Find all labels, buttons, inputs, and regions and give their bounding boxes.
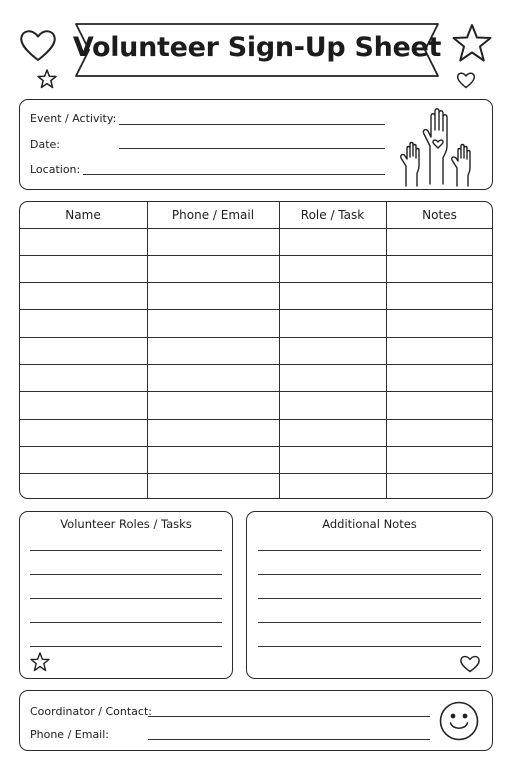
location-field[interactable] [83,174,385,175]
event-info-panel [19,99,493,190]
date-label: Date: [30,138,60,151]
role-task-cell[interactable] [279,283,386,310]
notes-line[interactable] [258,646,481,647]
phone-email-cell[interactable] [147,392,279,419]
role-task-cell[interactable] [279,474,386,499]
roles-line[interactable] [30,622,222,623]
roles-tasks-title: Volunteer Roles / Tasks [60,517,192,531]
phone-email-cell[interactable] [147,474,279,499]
phone-email-label: Phone / Email: [30,728,109,741]
name-cell[interactable] [19,337,147,364]
name-cell[interactable] [19,228,147,255]
phone-email-cell[interactable] [147,310,279,337]
coordinator-contact-label: Coordinator / Contact: [30,705,152,718]
signup-table-frame [19,201,493,499]
phone-email-field[interactable] [148,739,430,740]
roles-line[interactable] [30,646,222,647]
event-activity-label: Event / Activity: [30,112,117,125]
phone-email-cell[interactable] [147,255,279,282]
role-task-cell[interactable] [279,446,386,473]
table-row [19,310,493,337]
star-icon [451,23,493,63]
name-cell[interactable] [19,283,147,310]
notes-cell[interactable] [386,310,493,337]
additional-notes-box [246,511,493,679]
table-row [19,337,493,364]
phone-email-cell[interactable] [147,446,279,473]
role-task-cell[interactable] [279,337,386,364]
phone-email-cell[interactable] [147,283,279,310]
notes-cell[interactable] [386,446,493,473]
star-icon [37,69,57,89]
notes-line[interactable] [258,550,481,551]
date-field[interactable] [119,148,385,149]
role-task-cell[interactable] [279,364,386,391]
heart-icon [456,71,476,89]
notes-line[interactable] [258,622,481,623]
role-task-cell[interactable] [279,255,386,282]
table-row [19,474,493,499]
table-row [19,392,493,419]
notes-cell[interactable] [386,474,493,499]
notes-cell[interactable] [386,283,493,310]
name-cell[interactable] [19,364,147,391]
notes-cell[interactable] [386,392,493,419]
column-header-role-task: Role / Task [279,201,386,228]
notes-cell[interactable] [386,228,493,255]
table-row [19,228,493,255]
roles-line[interactable] [30,550,222,551]
contact-panel [19,690,493,751]
role-task-cell[interactable] [279,310,386,337]
heart-icon [459,654,481,673]
table-row [19,446,493,473]
raised-hands-icon [397,106,479,188]
column-header-phone-email: Phone / Email [147,201,279,228]
location-label: Location: [30,163,81,176]
name-cell[interactable] [19,392,147,419]
smiley-face-icon [439,701,479,741]
notes-cell[interactable] [386,419,493,446]
title-banner [72,22,442,78]
roles-line[interactable] [30,574,222,575]
name-cell[interactable] [19,419,147,446]
role-task-cell[interactable] [279,392,386,419]
name-cell[interactable] [19,310,147,337]
name-cell[interactable] [19,446,147,473]
column-header-name: Name [19,201,147,228]
name-cell[interactable] [19,255,147,282]
role-task-cell[interactable] [279,228,386,255]
phone-email-cell[interactable] [147,364,279,391]
notes-line[interactable] [258,574,481,575]
table-row [19,255,493,282]
event-activity-field[interactable] [119,124,385,125]
table-row [19,364,493,391]
notes-cell[interactable] [386,337,493,364]
additional-notes-title: Additional Notes [322,517,417,531]
name-cell[interactable] [19,474,147,499]
coordinator-contact-field[interactable] [148,716,430,717]
table-row [19,283,493,310]
roles-tasks-box [19,511,233,679]
role-task-cell[interactable] [279,419,386,446]
notes-cell[interactable] [386,364,493,391]
phone-email-cell[interactable] [147,419,279,446]
page-title: Volunteer Sign-Up Sheet [72,32,442,63]
notes-line[interactable] [258,598,481,599]
signup-table [19,201,493,499]
star-icon [30,652,50,672]
heart-icon [19,27,57,63]
column-header-notes: Notes [386,201,493,228]
phone-email-cell[interactable] [147,337,279,364]
phone-email-cell[interactable] [147,228,279,255]
notes-cell[interactable] [386,255,493,282]
table-header-row [19,201,493,228]
table-row [19,419,493,446]
roles-line[interactable] [30,598,222,599]
